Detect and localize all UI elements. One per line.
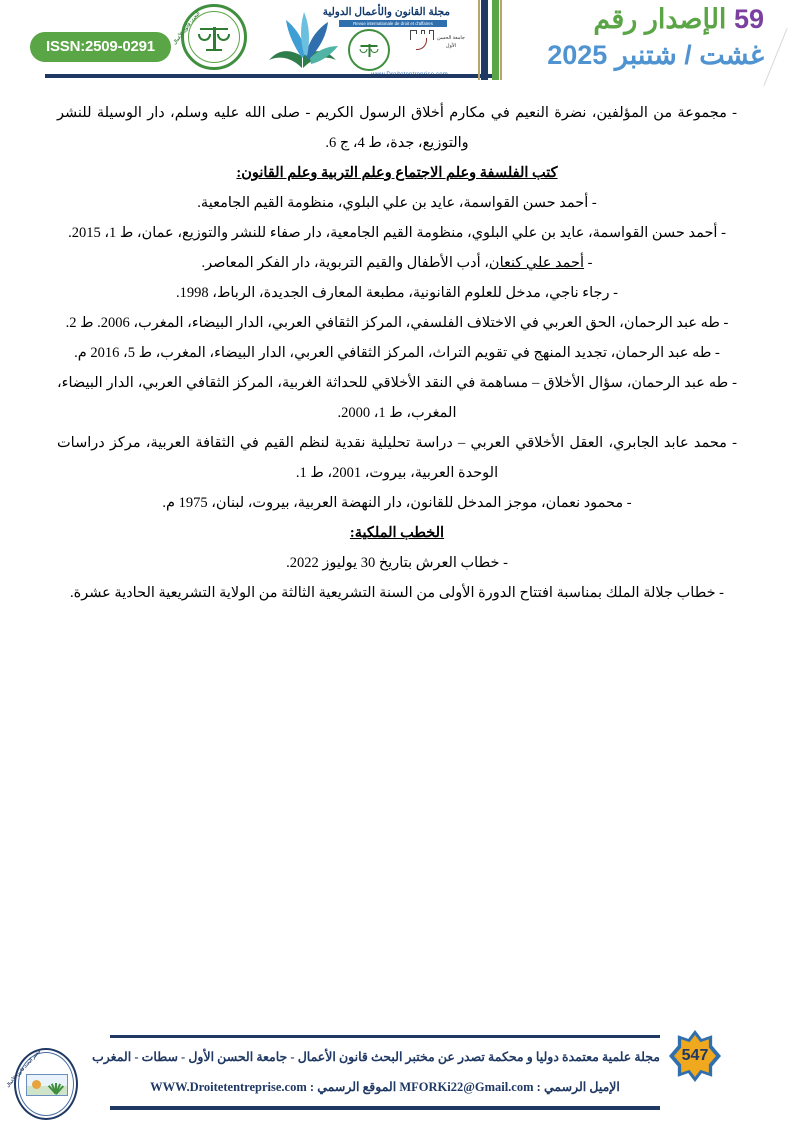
page-number: 547 [681,1047,709,1064]
university-name-ar: جامعة الحسن الأول [436,36,466,49]
heading-royal-speeches: الخطب الملكية: [349,525,445,541]
footer-contact-line [110,1079,660,1095]
university-name [434,35,468,50]
entry-taha-3: - طه عبد الرحمان، سؤال الأخلاق – مساهمة في النقد الأخلاقي للحداثة الغربية، المركز الثقافي العربي، الدار البيضاء، المغرب، ط 1، 2000. [57,375,737,421]
vertical-bar-navy [481,0,488,80]
footer-seal-arc-text [4,1048,78,1120]
vertical-bar-edge-right [500,0,502,80]
entry-kanaan [57,248,737,278]
page-header [0,0,794,92]
university-emblem-icon [410,30,434,50]
bibliography-content [57,98,737,608]
entry-qawasmeh-2: - أحمد حسن القواسمة، عايد بن علي البلوي، منظومة القيم الجامعية، دار صفاء للنشر والتوزيع، عمان، ط 1، 2015. [68,225,726,241]
entry-raja-naji: - رجاء ناجي، مدخل للعلوم القانونية، مطبعة المعارف الجديدة، الرباط، 1998. [176,285,618,301]
seal-text-top: البحث: قانون الأعمال [171,10,201,46]
entry-taha-2: - طه عبد الرحمان، تجديد المنهج في تقويم التراث، المركز الثقافي العربي، الدار البيضاء، المغرب، ط 5، 2016 م. [74,345,720,361]
journal-mini-seal-icon [348,29,390,71]
issn-badge: ISSN:2509-0291 [30,32,171,62]
entry-king-speech: - خطاب جلالة الملك بمناسبة افتتاح الدورة الأولى من السنة التشريعية الثالثة من الولاية التشريعية الحادية عشرة. [69,585,724,601]
seal-arc-text [171,4,247,70]
entry-bullet: - [584,255,593,271]
issue-number-line [593,4,764,35]
entry-nadrat-naeem: - مجموعة من المؤلفين، نضرة النعيم في مكارم أخلاق الرسول الكريم - صلى الله عليه وسلم، دار الوسيلة للنشر والتوزيع، جدة، ط 4، ج 6. [57,105,737,151]
journal-logo [272,2,472,80]
open-book-icon [266,6,340,78]
vertical-bar-green [492,0,499,80]
issue-date: غشت / شتنبر 2025 [547,40,764,70]
issue-number: 59 [733,4,764,34]
entry-taha-1: - طه عبد الرحمان، الحق العربي في الاختلاف الفلسفي، المركز الثقافي العربي، الدار البيضاء، المغرب، 2006. ط 2. [65,315,729,331]
research-lab-seal-icon [171,4,247,70]
heading-philosophy-books: كتب الفلسفة وعلم الاجتماع وعلم التربية وعلم القانون: [236,165,558,181]
header-divider-rule [45,74,492,78]
footer-website-label: الموقع الرسمي : [309,1080,397,1094]
entry-numan: - محمود نعمان، موجز المدخل للقانون، دار النهضة العربية، بيروت، لبنان، 1975 م. [162,495,632,511]
entry-throne-speech: - خطاب العرش بتاريخ 30 يوليوز 2022. [286,555,508,571]
journal-title-french-band: Revue internationale de droit et d'affaires [339,20,447,27]
entry-qawasmeh-1: - أحمد حسن القواسمة، عايد بن علي البلوي، منظومة القيم الجامعية. [197,195,597,211]
entry-jabri: - محمد عابد الجابري، العقل الأخلاقي العربي – دراسة تحليلية نقدية لنظم القيم في الثقافة العربية، مركز دراسات الوحدة العربية، بيروت، 2001، ط 1. [57,435,737,481]
footer-email-label: الإميل الرسمي : [536,1080,620,1094]
issue-label: الإصدار رقم [593,4,727,34]
footer-laboratory-seal-icon [4,1048,78,1120]
footer-email-value[interactable]: MFORKi22@Gmail.com [399,1080,534,1094]
footer-journal-description: مجلة علمية معتمدة دوليا و محكمة تصدر عن مختبر البحث قانون الأعمال - جامعة الحسن الأول - سطات - المغرب [92,1050,660,1064]
vertical-bar-edge-left [478,0,480,80]
entry-rest: ، أدب الأطفال والقيم التربوية، دار الفكر المعاصر. [201,255,489,271]
page-number-badge [666,1030,724,1082]
journal-title-arabic: مجلة القانون والأعمال الدولية [322,6,450,18]
footer-rule-top [110,1035,660,1038]
footer-seal-text: مختبر البحث قانون الأعمال [4,1048,42,1089]
entry-author-underlined: أحمد علي كنعان [488,255,585,271]
decorative-slash [763,28,787,86]
footer-website-value[interactable]: WWW.Droitetentreprise.com [150,1080,307,1094]
footer-rule-bottom [110,1106,660,1110]
